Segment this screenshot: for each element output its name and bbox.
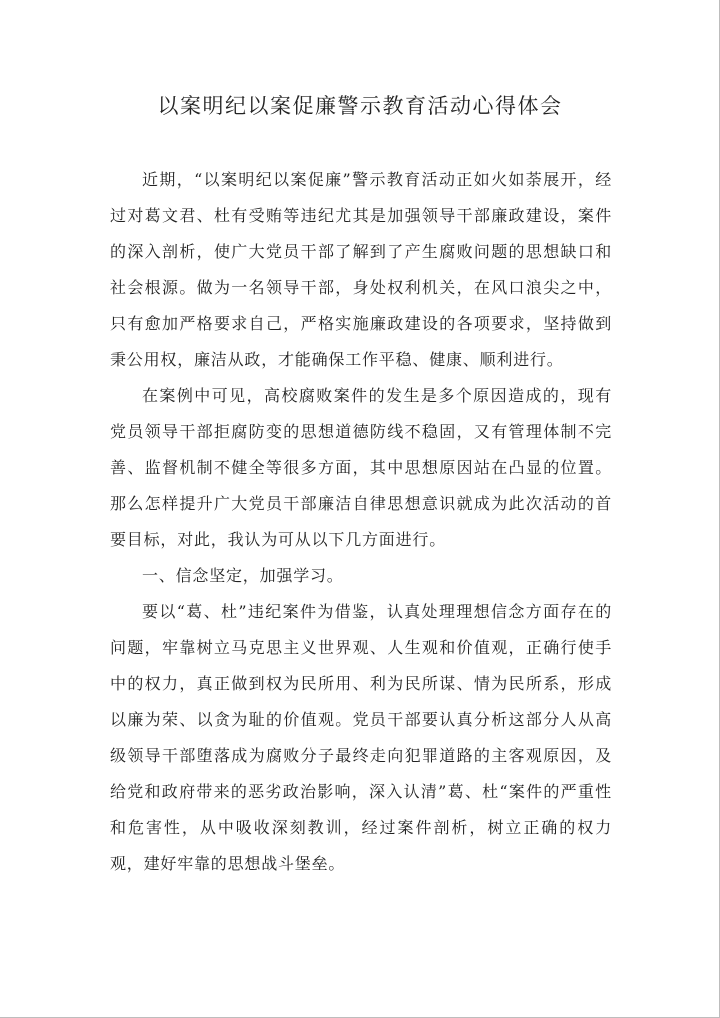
document-title: 以案明纪以案促廉警示教育活动心得体会	[157, 94, 563, 118]
document-body	[110, 162, 612, 882]
section-heading-1: 一、信念坚定，加强学习。	[142, 566, 344, 585]
paragraph-section-1: 要以“葛、杜”违纪案件为借鉴，认真处理理想信念方面存在的问题，牢靠树立马克思主义世界观、人生观和价值观，正确行使手中的权力，真正做到权为民所用、利为民所谋、情为民所系，形成以廉为荣、以贪为耻的价值观。党员干部要认真分析这部分人从高级领导干部堕落成为腐败分子最终走向犯罪道路的主客观原因，及给党和政府带来的恶劣政治影响，深入认清”葛、杜“案件的严重性和危害性，从中吸收深刻教训，经过案件剖析，树立正确的权力观，建好牢靠的思想战斗堡垒。	[110, 602, 612, 873]
paragraph-case-analysis: 在案例中可见，高校腐败案件的发生是多个原因造成的，现有党员领导干部拒腐防变的思想道德防线不稳固，又有管理体制不完善、监督机制不健全等很多方面，其中思想原因站在凸显的位置。那么怎样提升广大党员干部廉洁自律思想意识就成为此次活动的首要目标，对此，我认为可从以下几方面进行。	[110, 386, 612, 549]
paragraph-intro: 近期，“以案明纪以案促廉”警示教育活动正如火如荼展开，经过对葛文君、杜有受贿等违纪尤其是加强领导干部廉政建设，案件的深入剖析，使广大党员干部了解到了产生腐败问题的思想缺口和社会根源。做为一名领导干部，身处权利机关，在风口浪尖之中，只有愈加严格要求自己，严格实施廉政建设的各项要求，坚持做到秉公用权，廉洁从政，才能确保工作平稳、健康、顺利进行。	[110, 170, 612, 369]
